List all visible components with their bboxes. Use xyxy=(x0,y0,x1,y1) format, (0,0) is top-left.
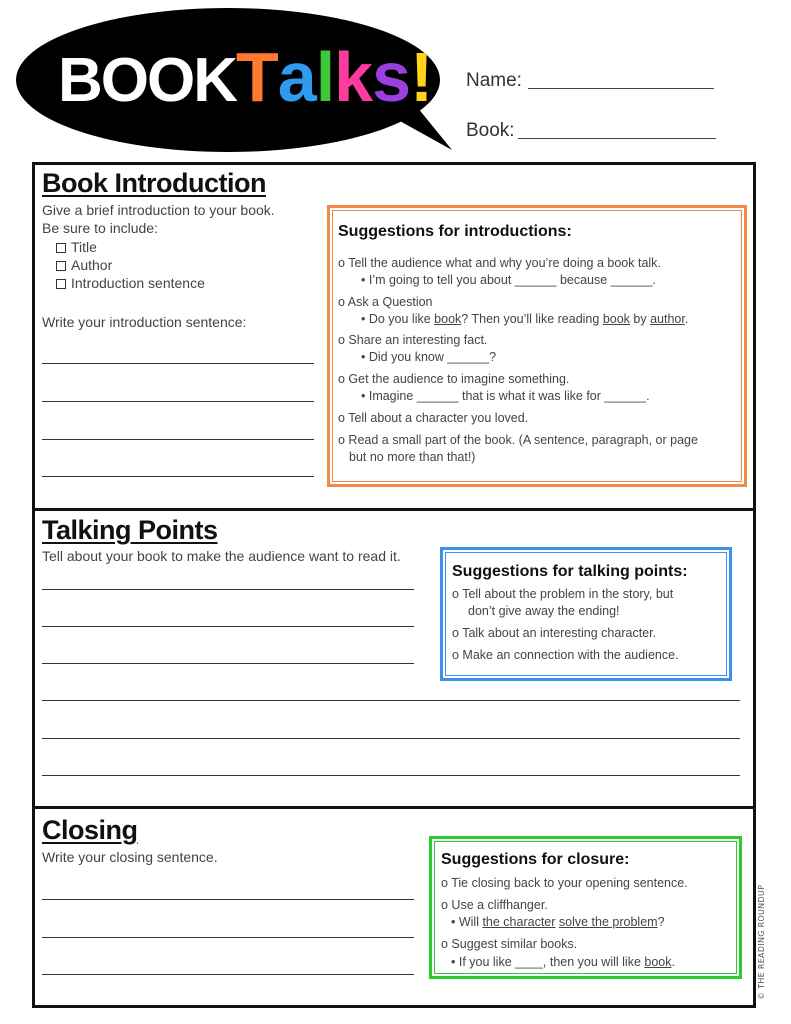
suggestion-example: • Do you like book? Then you’ll like reading book by author. xyxy=(361,312,689,326)
title-letter: ! xyxy=(410,38,433,116)
suggestion-item: o Tell the audience what and why you’re doing a book talk. xyxy=(338,256,661,270)
checkbox-icon[interactable] xyxy=(56,279,66,289)
intro-instruction: Give a brief introduction to your book. xyxy=(42,202,275,218)
checkbox-icon[interactable] xyxy=(56,261,66,271)
writing-line[interactable] xyxy=(42,899,414,900)
talking-suggestions-title: Suggestions for talking points: xyxy=(452,563,688,580)
title-talks-word xyxy=(236,38,432,116)
suggestion-example: • Will the character solve the problem? xyxy=(451,915,665,929)
suggestion-item-cont: don’t give away the ending! xyxy=(468,604,620,618)
title-letter: k xyxy=(334,38,373,116)
name-label: Name: xyxy=(466,70,522,91)
suggestion-example: • If you like ____, then you will like book. xyxy=(451,955,675,969)
writing-line[interactable] xyxy=(42,401,314,402)
suggestion-item: o Ask a Question xyxy=(338,295,433,309)
book-introduction-title: Book Introduction xyxy=(42,168,266,198)
intro-include-label: Be sure to include: xyxy=(42,220,158,236)
copyright-text: © THE READING ROUNDUP xyxy=(757,884,766,1000)
writing-line[interactable] xyxy=(42,363,314,364)
book-label: Book: xyxy=(466,120,515,141)
title-letter: T xyxy=(236,38,278,116)
suggestion-item: o Share an interesting fact. xyxy=(338,333,488,347)
worksheet-title xyxy=(58,38,432,120)
writing-line[interactable] xyxy=(42,700,740,701)
intro-suggestions-title: Suggestions for introductions: xyxy=(338,223,572,240)
suggestion-item: o Tie closing back to your opening sentence. xyxy=(441,876,688,890)
writing-line[interactable] xyxy=(42,439,314,440)
suggestion-item: o Talk about an interesting character. xyxy=(452,626,657,640)
checklist-item: Introduction sentence xyxy=(56,274,205,292)
suggestion-example: • I’m going to tell you about ______ because ______. xyxy=(361,273,656,287)
writing-line[interactable] xyxy=(42,589,414,590)
checklist-item: Title xyxy=(56,238,97,256)
writing-line[interactable] xyxy=(42,476,314,477)
suggestion-example: • Imagine ______ that is what it was like for ______. xyxy=(361,389,650,403)
writing-line[interactable] xyxy=(42,626,414,627)
talking-points-title: Talking Points xyxy=(42,515,218,545)
checklist-item: Author xyxy=(56,256,112,274)
title-letter: s xyxy=(372,38,411,116)
talking-instruction: Tell about your book to make the audience want to read it. xyxy=(42,548,401,564)
suggestion-item: o Tell about a character you loved. xyxy=(338,411,529,425)
writing-line[interactable] xyxy=(42,775,740,776)
suggestion-item: o Tell about the problem in the story, but xyxy=(452,587,674,601)
title-book-word: BOOK xyxy=(58,46,236,115)
suggestion-item: o Get the audience to imagine something. xyxy=(338,372,570,386)
suggestion-item: o Use a cliffhanger. xyxy=(441,898,548,912)
name-field[interactable] xyxy=(528,88,714,89)
checkbox-icon[interactable] xyxy=(56,243,66,253)
suggestion-item: o Suggest similar books. xyxy=(441,937,578,951)
writing-line[interactable] xyxy=(42,663,414,664)
writing-line[interactable] xyxy=(42,738,740,739)
book-field[interactable] xyxy=(518,138,716,139)
intro-prompt: Write your introduction sentence: xyxy=(42,314,247,330)
suggestion-example: • Did you know ______? xyxy=(361,350,497,364)
suggestion-item: o Read a small part of the book. (A sentence, paragraph, or page xyxy=(338,433,698,447)
closing-instruction: Write your closing sentence. xyxy=(42,849,218,865)
writing-line[interactable] xyxy=(42,974,414,975)
writing-line[interactable] xyxy=(42,937,414,938)
closing-title: Closing xyxy=(42,815,138,845)
title-letter: l xyxy=(315,38,335,116)
title-letter: a xyxy=(277,38,316,116)
suggestion-item-cont: but no more than that!) xyxy=(349,450,476,464)
suggestion-item: o Make an connection with the audience. xyxy=(452,648,679,662)
closing-suggestions-title: Suggestions for closure: xyxy=(441,851,630,868)
